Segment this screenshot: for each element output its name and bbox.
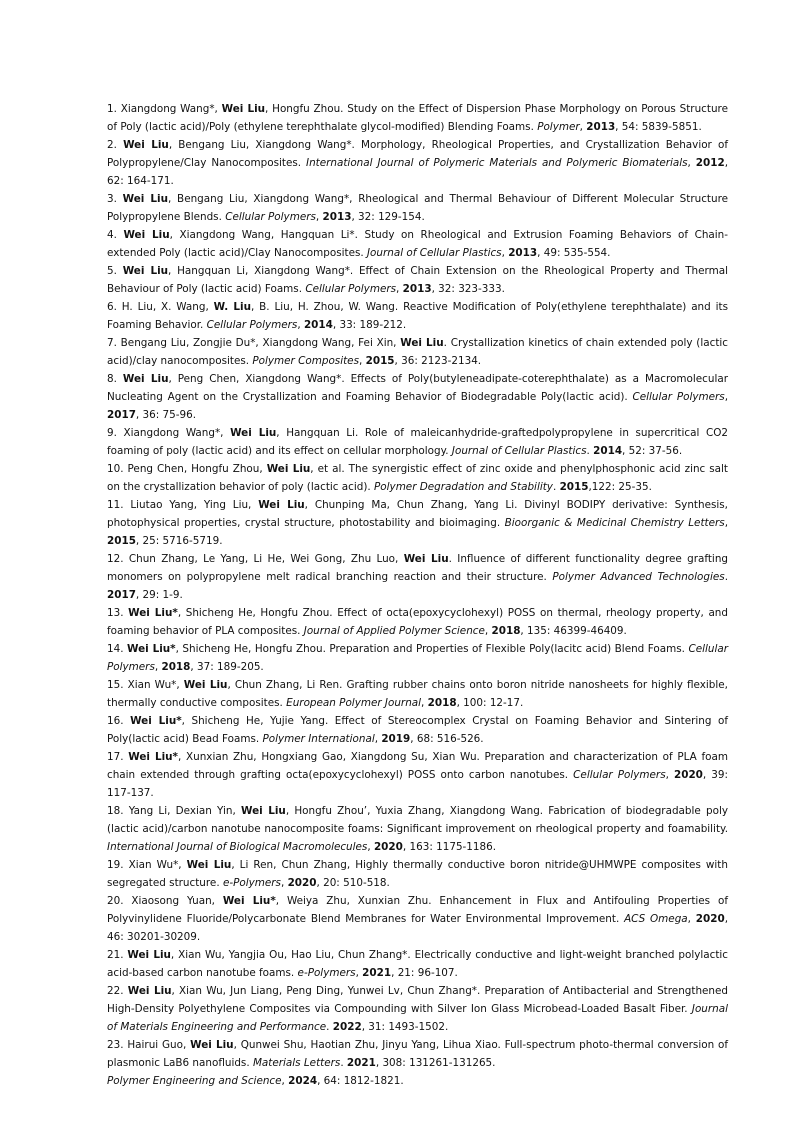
author-highlight: Wei Liu* <box>222 895 276 907</box>
author-highlight: Wei Liu* <box>127 643 176 655</box>
reference-text: , 32: 323-333. <box>431 283 505 295</box>
author-highlight: 2020 <box>373 841 403 853</box>
author-highlight: Wei Liu* <box>128 751 178 763</box>
reference-text: , et al. The synergistic effect of zinc oxide and phenylphosphonic acid zinc salt on the crystallization behavior of poly (lactic acid). <box>107 463 728 493</box>
reference-text: , 163: 1175-1186. <box>402 841 497 853</box>
journal-name: Journal of Applied Polymer Science <box>303 625 485 637</box>
reference-text: 23. Hairui Guo, <box>107 1039 191 1051</box>
reference-text: . <box>326 1021 333 1033</box>
reference-text: , Hongfu Zhou. Study on the Effect of Dispersion Phase Morphology on Porous Structure of Poly (lactic acid)/Poly (ethylene terephthalate glycol-modified) Blending Foams. <box>107 103 728 133</box>
reference-text: , <box>687 157 696 169</box>
reference-text: 8. <box>107 373 123 385</box>
reference-item <box>107 334 728 370</box>
author-highlight: Wei Liu <box>230 427 277 439</box>
reference-text: 2. <box>107 139 124 151</box>
reference-text: , <box>484 625 492 637</box>
author-highlight: Wei Liu <box>186 859 232 871</box>
journal-name: Polymer Composites <box>252 355 359 367</box>
journal-name: Cellular Polymers <box>305 283 397 295</box>
reference-text: , Shicheng He, Yujie Yang. Effect of Stereocomplex Crystal on Foaming Behavior and Sintering of Poly(lactic acid) Bead Foams. <box>107 715 728 745</box>
reference-text: 17. <box>107 751 129 763</box>
journal-name: Polymer Engineering and Science <box>107 1075 282 1087</box>
reference-item <box>107 262 728 298</box>
reference-text: , 33: 189-212. <box>332 319 407 331</box>
journal-name: Bioorganic & Medicinal Chemistry Letters <box>504 517 725 529</box>
journal-name: Cellular Polymers <box>573 769 666 781</box>
reference-text: , 20: 510-518. <box>316 877 390 889</box>
author-highlight: 2015 <box>559 481 589 493</box>
reference-item <box>107 424 728 460</box>
reference-text: , <box>501 247 509 259</box>
author-highlight: Wei Liu <box>122 373 169 385</box>
author-highlight: Wei Liu <box>241 805 286 817</box>
author-highlight: Wei Liu <box>127 985 172 997</box>
reference-item <box>107 982 728 1036</box>
journal-name: Journal of Materials Engineering and Performance <box>107 1003 728 1033</box>
author-highlight: Wei Liu <box>221 103 266 115</box>
author-highlight: 2013 <box>508 247 538 259</box>
reference-text: , <box>396 283 403 295</box>
reference-text: 13. <box>107 607 129 619</box>
reference-text: , <box>724 517 728 529</box>
reference-item <box>107 496 728 550</box>
reference-text: . <box>340 1057 347 1069</box>
author-highlight: 2021 <box>362 967 392 979</box>
reference-item <box>107 136 728 190</box>
reference-text: 6. H. Liu, X. Wang, <box>107 301 214 313</box>
author-highlight: 2021 <box>346 1057 376 1069</box>
reference-text: , 54: 5839-5851. <box>615 121 702 133</box>
reference-text: , <box>687 913 696 925</box>
reference-text: 16. <box>107 715 131 727</box>
author-highlight: 2020 <box>287 877 317 889</box>
reference-text: 19. Xian Wu*, <box>107 859 187 871</box>
reference-text: 3. <box>107 193 123 205</box>
author-highlight: Wei Liu <box>400 337 444 349</box>
reference-text: , Peng Chen, Xiangdong Wang*. Effects of Poly(butyleneadipate-coterephthalate) as a Macromolecular Nucleating Agent on the Crystallization and Foaming Behavior of Biodegradable Poly(lactic acid). <box>107 373 729 403</box>
reference-text: , <box>367 841 374 853</box>
journal-name: Cellular Polymers <box>107 643 729 673</box>
reference-item <box>107 100 728 136</box>
reference-text: 11. Liutao Yang, Ying Liu, <box>107 499 259 511</box>
reference-text: , 36: 75-96. <box>135 409 197 421</box>
reference-item <box>107 226 728 262</box>
reference-item <box>107 676 728 712</box>
reference-item <box>107 190 728 226</box>
journal-name: e-Polymers <box>222 877 281 889</box>
reference-text: , 135: 46399-46409. <box>520 625 627 637</box>
reference-text: 4. <box>107 229 124 241</box>
reference-text: . <box>586 445 594 457</box>
reference-text: , <box>281 1075 289 1087</box>
journal-name: Journal of Cellular Plastics <box>451 445 587 457</box>
journal-name: e-Polymers <box>297 967 356 979</box>
reference-text: , Qunwei Shu, Haotian Zhu, Jinyu Yang, Lihua Xiao. Full-spectrum photo-thermal conversion of plasmonic LaB6 nanofluids. <box>107 1039 728 1069</box>
reference-text: . <box>552 481 560 493</box>
author-highlight: 2012 <box>695 157 725 169</box>
journal-name: International Journal of Biological Macromolecules <box>107 841 368 853</box>
author-highlight: 2019 <box>381 733 411 745</box>
reference-text: , 62: 164-171. <box>107 157 729 187</box>
journal-name: Polymer Advanced Technologies <box>552 571 725 583</box>
reference-text: , 37: 189-205. <box>190 661 264 673</box>
journal-name: Materials Letters <box>252 1057 341 1069</box>
reference-item <box>107 298 728 334</box>
reference-text: , Weiya Zhu, Xunxian Zhu. Enhancement in Flux and Antifouling Properties of Polyvinylidene Fluoride/Polycarbonate Blend Membranes for Water Environmental Improvement. <box>107 895 728 925</box>
reference-item <box>107 1036 728 1072</box>
reference-text: , Xian Wu, Yangjia Ou, Hao Liu, Chun Zhang*. Electrically conductive and light-weight branched polylactic acid-based carbon nanotube foams. <box>107 949 728 979</box>
reference-text: 14. <box>107 643 128 655</box>
reference-item <box>107 802 728 856</box>
reference-text: . <box>724 571 728 583</box>
journal-name: Journal of Cellular Plastics <box>366 247 502 259</box>
reference-text: , 21: 96-107. <box>391 967 458 979</box>
reference-item <box>107 1072 728 1090</box>
author-highlight: Wei Liu <box>127 949 171 961</box>
reference-text: , B. Liu, H. Zhou, W. Wang. Reactive Modification of Poly(ethylene terephthalate) and its Foaming Behavior. <box>107 301 728 331</box>
reference-item <box>107 550 728 604</box>
reference-item <box>107 892 728 946</box>
reference-text: 21. <box>107 949 128 961</box>
reference-text: 10. Peng Chen, Hongfu Zhou, <box>107 463 267 475</box>
author-highlight: 2020 <box>673 769 703 781</box>
author-highlight: W. Liu <box>213 301 251 313</box>
reference-text: , Li Ren, Chun Zhang, Highly thermally conductive boron nitride@UHMWPE composites with segregated structure. <box>107 859 728 889</box>
reference-text: , 68: 516-526. <box>410 733 484 745</box>
reference-item <box>107 856 728 892</box>
reference-text: , Xunxian Zhu, Hongxiang Gao, Xiangdong Su, Xian Wu. Preparation and characterization of PLA foam chain extended through grafting octa(epoxycyclohexyl) POSS onto carbon nanotubes. <box>107 751 728 781</box>
reference-text: ,122: 25-35. <box>588 481 652 493</box>
reference-text: , Xian Wu, Jun Liang, Peng Ding, Yunwei Lv, Chun Zhang*. Preparation of Antibacterial and Strengthened High-Density Polyethylene Composites via Compounding with Silver Ion Glass Microbead-Loaded Basalt Fiber. <box>107 985 729 1015</box>
author-highlight: 2014 <box>593 445 623 457</box>
journal-name: Polymer International <box>262 733 375 745</box>
reference-text: . Influence of different functionality degree grafting monomers on polypropylene melt radical branching reaction and their structure. <box>107 553 729 583</box>
author-highlight: Wei Liu <box>266 463 311 475</box>
reference-text: , Chun Zhang, Li Ren. Grafting rubber chains onto boron nitride nanosheets for highly flexible, thermally conductive composites. <box>107 679 728 709</box>
author-highlight: 2014 <box>303 319 333 331</box>
reference-text: 22. <box>107 985 128 997</box>
author-highlight: 2022 <box>332 1021 362 1033</box>
author-highlight: Wei Liu* <box>128 607 178 619</box>
author-highlight: 2017 <box>107 589 136 601</box>
author-highlight: 2015 <box>365 355 395 367</box>
author-highlight: 2018 <box>427 697 457 709</box>
reference-text: 7. Bengang Liu, Zongjie Du*, Xiangdong Wang, Fei Xin, <box>107 337 401 349</box>
reference-text: 12. Chun Zhang, Le Yang, Li He, Wei Gong, Zhu Luo, <box>107 553 404 565</box>
reference-text: , Hongfu Zhou’, Yuxia Zhang, Xiangdong Wang. Fabrication of biodegradable poly (lactic acid)/carbon nanotube nanocomposite foams: Significant improvement on rheological property and foamability. <box>107 805 728 835</box>
reference-text: , 49: 535-554. <box>537 247 611 259</box>
author-highlight: 2015 <box>107 535 136 547</box>
reference-text: 20. Xiaosong Yuan, <box>107 895 223 907</box>
author-highlight: Wei Liu <box>123 139 169 151</box>
reference-item <box>107 640 728 676</box>
author-highlight: 2013 <box>322 211 352 223</box>
author-highlight: Wei Liu* <box>130 715 182 727</box>
reference-text: , Bengang Liu, Xiangdong Wang*, Rheological and Thermal Behaviour of Different Molecular Structure Polypropylene Blends. <box>107 193 729 223</box>
author-highlight: 2013 <box>402 283 432 295</box>
reference-text: , 39: 117-137. <box>107 769 728 799</box>
reference-item <box>107 748 728 802</box>
journal-name: Cellular Polymers <box>632 391 725 403</box>
reference-text: 18. Yang Li, Dexian Yin, <box>107 805 241 817</box>
journal-name: ACS Omega <box>624 913 688 925</box>
reference-list <box>107 100 728 1090</box>
author-highlight: Wei Liu <box>403 553 449 565</box>
reference-text: , <box>579 121 587 133</box>
reference-text: , <box>355 967 363 979</box>
reference-text: , <box>315 211 323 223</box>
author-highlight: 2024 <box>288 1075 318 1087</box>
reference-text: , 52: 37-56. <box>622 445 683 457</box>
author-highlight: 2018 <box>491 625 521 637</box>
reference-text: , 36: 2123-2134. <box>394 355 482 367</box>
author-highlight: Wei Liu <box>122 193 169 205</box>
reference-text: , <box>297 319 304 331</box>
reference-text: , <box>724 391 728 403</box>
reference-text: 1. Xiangdong Wang*, <box>107 103 222 115</box>
reference-item <box>107 946 728 982</box>
reference-text: , Chunping Ma, Chun Zhang, Yang Li. Divinyl BODIPY derivative: Synthesis, photophysical properties, crystal structure, photostability and bioimaging. <box>107 499 728 529</box>
author-highlight: 2020 <box>695 913 725 925</box>
reference-text: , <box>280 877 288 889</box>
author-highlight: 2017 <box>107 409 136 421</box>
reference-item <box>107 370 728 424</box>
reference-item <box>107 604 728 640</box>
reference-text: , <box>421 697 428 709</box>
reference-item <box>107 712 728 748</box>
reference-text: , 25: 5716-5719. <box>135 535 223 547</box>
reference-text: , 308: 131261-131265. <box>375 1057 496 1069</box>
reference-item <box>107 460 728 496</box>
journal-name: Polymer Degradation and Stability <box>374 481 553 493</box>
journal-name: Cellular Polymers <box>225 211 316 223</box>
reference-text: , 46: 30201-30209. <box>107 913 728 943</box>
reference-text: , Xiangdong Wang, Hangquan Li*. Study on Rheological and Extrusion Foaming Behaviors of Chain-extended Poly (lactic acid)/Clay Nanocomposites. <box>107 229 729 259</box>
journal-name: European Polymer Journal <box>286 697 422 709</box>
author-highlight: Wei Liu <box>123 229 170 241</box>
reference-text: 9. Xiangdong Wang*, <box>107 427 231 439</box>
author-highlight: Wei Liu <box>258 499 305 511</box>
reference-text: , Hangquan Li. Role of maleicanhydride-graftedpolypropylene in supercritical CO2 foaming of poly (lactic acid) and its effect on cellular morphology. <box>107 427 728 457</box>
reference-text: , <box>665 769 674 781</box>
reference-text: , <box>154 661 162 673</box>
reference-text: , Shicheng He, Hongfu Zhou. Preparation and Properties of Flexible Poly(lacitc acid) Blend Foams. <box>175 643 689 655</box>
author-highlight: Wei Liu <box>183 679 228 691</box>
reference-text: , 31: 1493-1502. <box>361 1021 449 1033</box>
author-highlight: Wei Liu <box>122 265 169 277</box>
reference-text: 15. Xian Wu*, <box>107 679 184 691</box>
reference-text: , Bengang Liu, Xiangdong Wang*. Morphology, Rheological Properties, and Crystallization Behavior of Polypropylene/Clay Nanocomposites. <box>107 139 728 169</box>
reference-text: , 100: 12-17. <box>456 697 524 709</box>
reference-text: , 64: 1812-1821. <box>317 1075 404 1087</box>
author-highlight: Wei Liu <box>190 1039 234 1051</box>
author-highlight: 2013 <box>586 121 616 133</box>
reference-text: 5. <box>107 265 123 277</box>
reference-text: , <box>374 733 382 745</box>
journal-name: Cellular Polymers <box>206 319 298 331</box>
reference-text: , 32: 129-154. <box>351 211 425 223</box>
reference-text: . Crystallization kinetics of chain extended poly (lactic acid)/clay nanocomposites. <box>107 337 729 367</box>
journal-name: International Journal of Polymeric Materials and Polymeric Biomaterials <box>306 157 688 169</box>
reference-text: , Hangquan Li, Xiangdong Wang*. Effect of Chain Extension on the Rheological Property and Thermal Behaviour of Poly (lactic acid) Foams. <box>107 265 728 295</box>
reference-text: , Shicheng He, Hongfu Zhou. Effect of octa(epoxycyclohexyl) POSS on thermal, rheology property, and foaming behavior of PLA composites. <box>107 607 728 637</box>
journal-name: Polymer <box>537 121 580 133</box>
reference-text: , 29: 1-9. <box>135 589 183 601</box>
author-highlight: 2018 <box>161 661 191 673</box>
reference-text: , <box>359 355 366 367</box>
